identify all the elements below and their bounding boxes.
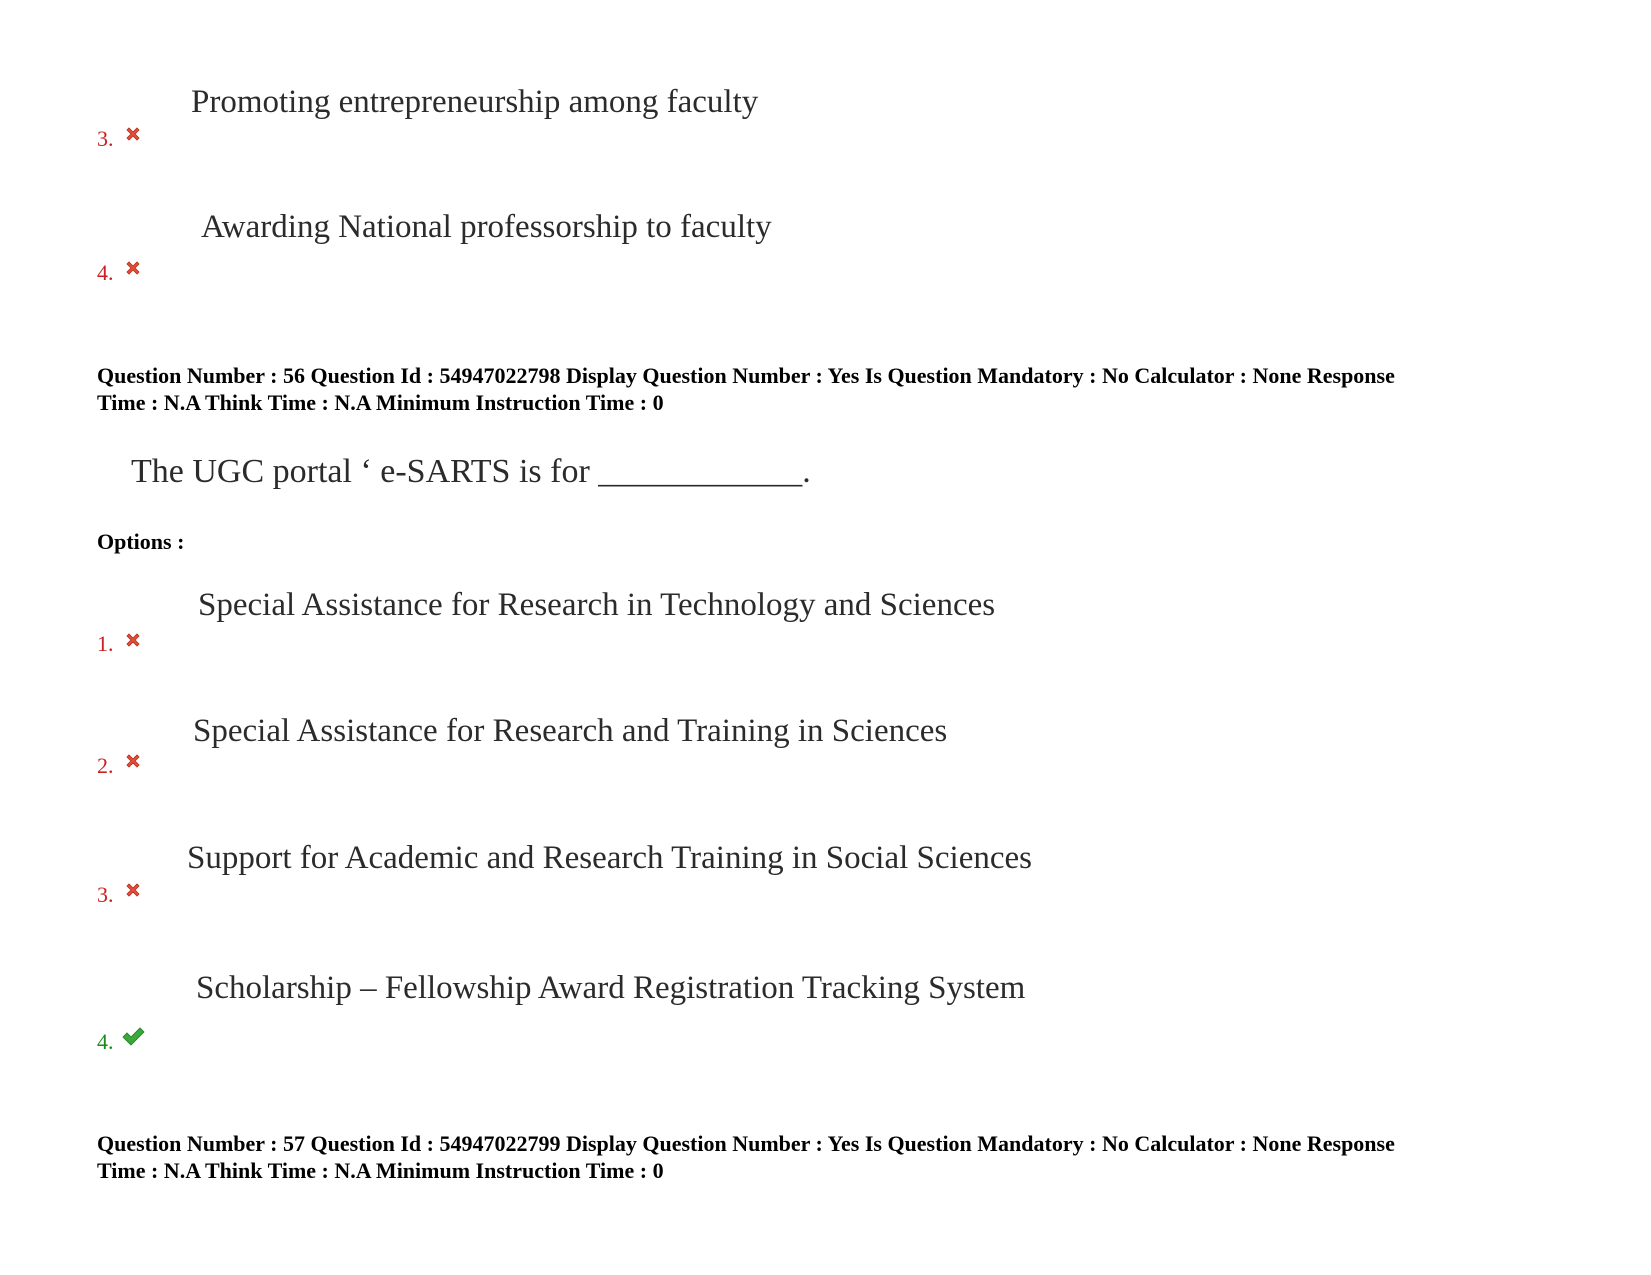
question-meta (97, 1130, 1557, 1184)
option-number: 4. (97, 260, 114, 285)
option-text: Promoting entrepreneurship among faculty (191, 84, 759, 120)
option-text: Support for Academic and Research Training in Social Sciences (187, 840, 1032, 876)
question-text: The UGC portal ‘ e-SARTS is for ____________. (131, 453, 811, 490)
option-number: 4. (97, 1029, 114, 1054)
cross-icon (124, 752, 142, 770)
question-meta-line2: Time : N.A Think Time : N.A Minimum Instruction Time : 0 (97, 390, 664, 415)
question-meta (97, 362, 1557, 416)
option-text: Awarding National professorship to faculty (201, 209, 772, 245)
option-text: Special Assistance for Research in Technology and Sciences (198, 587, 996, 623)
question-meta-line1: Question Number : 56 Question Id : 54947022798 Display Question Number : Yes Is Question Mandatory : No Calculator : None Response (97, 363, 1395, 388)
option-number: 1. (97, 631, 114, 656)
cross-icon (124, 125, 142, 143)
option-number: 3. (97, 882, 114, 907)
check-icon (121, 1026, 145, 1046)
option-text: Special Assistance for Research and Training in Sciences (193, 713, 948, 749)
question-meta-line2: Time : N.A Think Time : N.A Minimum Instruction Time : 0 (97, 1158, 664, 1183)
question-meta-line1: Question Number : 57 Question Id : 54947022799 Display Question Number : Yes Is Question Mandatory : No Calculator : None Response (97, 1131, 1395, 1156)
option-number: 3. (97, 126, 114, 151)
option-text: Scholarship – Fellowship Award Registration Tracking System (196, 970, 1026, 1006)
cross-icon (124, 631, 142, 649)
option-number: 2. (97, 753, 114, 778)
cross-icon (124, 259, 142, 277)
options-label: Options : (97, 529, 185, 554)
cross-icon (124, 881, 142, 899)
